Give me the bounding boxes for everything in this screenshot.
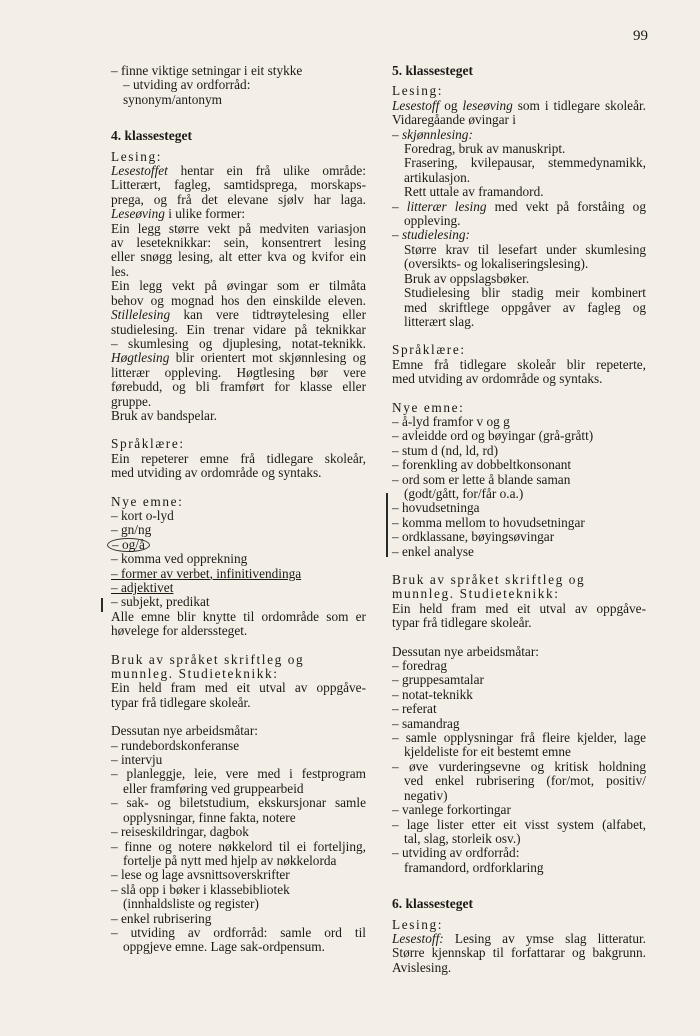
s5-arb-item: – notat-teknikk bbox=[392, 686, 473, 702]
s5-sprak-block bbox=[392, 343, 646, 386]
s4-nye-line: – og/å bbox=[107, 538, 150, 552]
s4-sprak-block bbox=[111, 437, 366, 480]
s4-nye-line: – subjekt, predikat bbox=[111, 594, 210, 610]
s4-nye-line: høvelege for alderssteget. bbox=[111, 623, 248, 639]
s4-lesing-line-text: kan vere tidtrøytelesing eller bbox=[170, 307, 366, 323]
s5-arb-item: – utviding av ordforråd: bbox=[392, 845, 520, 861]
s4-lesing-line-text: blir orientert mot skjønnlesing og bbox=[169, 350, 366, 366]
s5-arb-item: – foredrag bbox=[392, 658, 448, 674]
s5-arb-item: – øve vurderingsevne og kritisk holdning bbox=[392, 758, 646, 774]
s4-arb-item: oppgjeve emne. Lage sak-ordpensum. bbox=[123, 939, 325, 955]
s4-lesing-line bbox=[111, 351, 366, 365]
s5-lesing-line bbox=[392, 185, 646, 199]
s4-lesing-line-em: Stillelesing bbox=[111, 307, 171, 323]
s5-lesing-line bbox=[392, 257, 646, 271]
s5-lesing-line bbox=[392, 214, 646, 228]
s4-nye-line: Alle emne blir knytte til ordområde som er bbox=[111, 608, 366, 624]
s5-lesing-line bbox=[392, 228, 646, 242]
s4-lesing-line bbox=[111, 294, 366, 308]
s5-lesing-line-em: – skjønnlesing: bbox=[392, 126, 473, 142]
intro-line: – utviding av ordforråd: bbox=[123, 77, 251, 93]
s4-arb-item: – planleggje, leie, vere med i festprogram bbox=[111, 766, 366, 782]
s5-lesing-line-text: (oversikts- og lokaliseringslesing). bbox=[404, 256, 589, 272]
s6-lesing-line bbox=[392, 946, 646, 960]
s4-lesing-block bbox=[111, 150, 366, 424]
s5-lesing-line bbox=[392, 301, 646, 315]
s5-lesing-line-text: Frasering, kvilepausar, stemmedynamikk, bbox=[404, 155, 646, 171]
s6-lesing-line-text: Større kjennskap til forfattarar og bakgrunn. bbox=[392, 945, 646, 961]
intro-list bbox=[111, 64, 366, 107]
s4-bruk-label: munnleg. Studieteknikk: bbox=[111, 666, 279, 682]
section-title-6: 6. klassesteget bbox=[392, 896, 473, 912]
s4-sprak-line: med utviding av ordområde og syntaks. bbox=[111, 465, 322, 481]
s4-lesing-line-text: Litterært, fagleg, samtidsprega, morskaps- bbox=[111, 177, 366, 193]
s5-arb-item: – samle opplysningar frå fleire kjelder, lage bbox=[392, 730, 646, 746]
s4-arb-item: (innhaldsliste og register) bbox=[123, 896, 259, 912]
s5-lesing-line-text: artikulasjon. bbox=[404, 169, 471, 185]
s4-nye-line: – adjektivet bbox=[111, 580, 174, 595]
s5-sprak-label: Språklære: bbox=[392, 342, 466, 358]
s5-nye-label: Nye emne: bbox=[392, 399, 465, 415]
s5-arb-item: ved enkel rubrisering (for/mot, positiv/ bbox=[404, 773, 646, 789]
s4-lesing-line bbox=[111, 380, 366, 394]
s4-arb-block bbox=[111, 724, 366, 955]
s6-lesing-label: Lesing: bbox=[392, 916, 444, 932]
s4-lesing-line bbox=[111, 193, 366, 207]
s5-bruk-block bbox=[392, 573, 646, 631]
s4-lesing-line-text: Ein legg vekt på øvingar som er tilmåta bbox=[111, 278, 366, 294]
s4-arb-item: opplysningar, finne fakta, notere bbox=[123, 809, 296, 825]
s5-lesing-line-em2: leseøving bbox=[462, 97, 513, 113]
s5-lesing-line bbox=[392, 113, 646, 127]
s5-arb-label: Dessutan nye arbeidsmåtar: bbox=[392, 643, 539, 659]
s5-lesing-line bbox=[392, 286, 646, 300]
s4-lesing-line bbox=[111, 222, 366, 236]
s5-lesing-line-text: med skriftlege oppgåver av fagleg og bbox=[404, 299, 646, 315]
s5-arb-item: – vanlege forkortingar bbox=[392, 802, 511, 818]
s4-lesing-line bbox=[111, 236, 366, 250]
s5-nye-item: – stum d (nd, ld, rd) bbox=[392, 442, 498, 458]
s4-nye-line: – gn/ng bbox=[111, 522, 152, 538]
s4-lesing-line-text: studielesing. Ein trenar vidare på teknikkar bbox=[111, 321, 366, 337]
s4-lesing-line-text: eller snøgg lesing, alt etter kva og kvifor ein bbox=[111, 249, 366, 265]
s5-nye-item: – komma mellom to hovudsetningar bbox=[392, 514, 585, 530]
s5-sprak-line: med utviding av ordområde og syntaks. bbox=[392, 371, 603, 387]
s4-bruk-line: typar frå tidlegare skoleår. bbox=[111, 694, 251, 710]
s4-sprak-line: Ein repeterer emne frå tidlegare skoleår, bbox=[111, 450, 366, 466]
s4-lesing-line bbox=[111, 366, 366, 380]
s5-lesing-line-mid: og bbox=[439, 97, 463, 113]
s5-lesing-line bbox=[392, 272, 646, 286]
left-column bbox=[111, 64, 366, 969]
s4-bruk-label: Bruk av språket skriftleg og bbox=[111, 651, 305, 667]
s5-lesing-line-text: oppleving. bbox=[404, 213, 461, 229]
s4-bruk-line: Ein held fram med eit utval av oppgåve- bbox=[111, 680, 366, 696]
s5-lesing-label: Lesing: bbox=[392, 83, 444, 99]
s4-arb-item: – enkel rubrisering bbox=[111, 910, 212, 926]
s4-lesing-line-text: gruppe. bbox=[111, 393, 152, 409]
section-title-4: 4. klassesteget bbox=[111, 128, 192, 144]
margin-annotation-bar bbox=[386, 493, 388, 557]
s4-lesing-line-text: førebudd, og bli framført for klasse eller bbox=[111, 379, 366, 395]
s5-bruk-line: typar frå tidlegare skoleår. bbox=[392, 615, 532, 631]
s5-arb-item: tal, slag, storleik osv.) bbox=[404, 830, 521, 846]
s4-arb-item: – rundebordskonferanse bbox=[111, 737, 240, 753]
s4-lesing-line-text: Ein legg større vekt på medviten variasjon bbox=[111, 220, 366, 236]
s5-lesing-line bbox=[392, 200, 646, 214]
s5-nye-item: – forenkling av dobbeltkonsonant bbox=[392, 457, 572, 473]
s5-nye-item: – avleidde ord og bøyingar (grå-grått) bbox=[392, 428, 594, 444]
s4-lesing-line bbox=[111, 207, 366, 221]
s4-arb-item: – intervju bbox=[111, 752, 163, 768]
s4-lesing-line bbox=[111, 250, 366, 264]
s6-lesing-line bbox=[392, 932, 646, 946]
s5-lesing-line-text: Studielesing blir stadig meir kombinert bbox=[404, 285, 646, 301]
right-column bbox=[392, 64, 646, 989]
s5-bruk-label: munnleg. Studieteknikk: bbox=[392, 586, 560, 602]
s4-nye-label: Nye emne: bbox=[111, 493, 184, 509]
s5-bruk-line: Ein held fram med eit utval av oppgåve- bbox=[392, 600, 646, 616]
page-number: 99 bbox=[633, 28, 648, 44]
s5-nye-item: – ord som er lette å blande saman bbox=[392, 471, 571, 487]
s4-lesing-line bbox=[111, 279, 366, 293]
s5-lesing-line-text: med vekt på forståing og bbox=[486, 198, 646, 214]
s4-lesing-line bbox=[111, 323, 366, 337]
s4-lesing-line-em: Lesestoffet bbox=[111, 163, 168, 179]
s4-lesing-line-text: behov og mognad hos den einskilde eleven. bbox=[111, 292, 366, 308]
s4-lesing-line bbox=[111, 395, 366, 409]
s5-nye-block bbox=[392, 401, 646, 559]
s5-sprak-line: Emne frå tidlegare skoleår blir repeterte, bbox=[392, 356, 646, 372]
s4-lesing-line-text: prega, og frå det elevane sjølv har laga. bbox=[111, 191, 366, 207]
intro-line: synonym/antonym bbox=[123, 91, 222, 107]
s5-nye-item: – ordklassane, bøyingsøvingar bbox=[392, 529, 555, 545]
s4-bruk-block bbox=[111, 653, 366, 711]
s5-arb-item: – gruppesamtalar bbox=[392, 672, 484, 688]
s4-lesing-line bbox=[111, 409, 366, 423]
s4-lesing-line bbox=[111, 308, 366, 322]
s6-lesing-line-text: Lesing av ymse slag litteratur. bbox=[443, 930, 646, 946]
s4-nye-line: – komma ved opprekning bbox=[111, 551, 248, 567]
s4-arb-item: fortelje på nytt med hjelp av nøkkelorda bbox=[123, 852, 337, 868]
s5-lesing-line bbox=[392, 156, 646, 170]
s5-lesing-line-text: litterært slag. bbox=[404, 313, 475, 329]
s5-lesing-line-em: Lesestoff bbox=[392, 97, 440, 113]
s5-lesing-line-text: Rett uttale av framandord. bbox=[404, 184, 544, 200]
s4-arb-item: – slå opp i bøker i klassebibliotek bbox=[111, 881, 290, 897]
s4-nye-block bbox=[111, 495, 366, 639]
margin-annotation-mark bbox=[101, 598, 103, 612]
intro-line: – finne viktige setningar i eit stykke bbox=[111, 63, 303, 78]
s5-arb-item: – lage lister etter eit visst system (alfabet, bbox=[392, 816, 646, 832]
s4-lesing-line-text: i ulike former: bbox=[164, 206, 246, 222]
s4-lesing-line-em: Leseøving bbox=[111, 206, 165, 222]
s5-nye-item: – enkel analyse bbox=[392, 543, 474, 559]
s4-lesing-label: Lesing: bbox=[111, 148, 163, 164]
s6-lesing-block bbox=[392, 918, 646, 976]
s4-arb-item: eller framføring ved gruppearbeid bbox=[123, 780, 304, 796]
s5-arb-item: framandord, ordforklaring bbox=[404, 859, 544, 875]
s5-lesing-line-text: Større krav til lesefart under skumlesing bbox=[404, 241, 646, 257]
s4-lesing-line-text: av leseteknikkar: sein, konsentrert lesing bbox=[111, 235, 366, 251]
s5-lesing-block bbox=[392, 84, 646, 329]
s5-lesing-line bbox=[392, 171, 646, 185]
s4-lesing-line-text: litterær oppleving. Høgtlesing bør vere bbox=[111, 364, 366, 380]
s5-arb-item: – samandrag bbox=[392, 715, 460, 731]
s5-lesing-line bbox=[392, 243, 646, 257]
s4-arb-item: – sak- og biletstudium, ekskursjonar samle bbox=[111, 795, 366, 811]
s4-lesing-line-text: Bruk av bandspelar. bbox=[111, 407, 217, 423]
s5-lesing-line-text: Bruk av oppslagsbøker. bbox=[404, 270, 530, 286]
s6-lesing-line-text: Avislesing. bbox=[392, 959, 452, 975]
s6-lesing-line-em: Lesestoff: bbox=[392, 930, 444, 946]
s5-arb-item: negativ) bbox=[404, 787, 448, 803]
s4-sprak-label: Språklære: bbox=[111, 436, 185, 452]
s5-lesing-line bbox=[392, 315, 646, 329]
s5-lesing-line bbox=[392, 99, 646, 113]
s5-lesing-line bbox=[392, 142, 646, 156]
s5-arb-item: kjeldeliste for eit bestemt emne bbox=[404, 744, 571, 760]
s5-arb-block bbox=[392, 645, 646, 876]
s5-lesing-line-text: som i tidlegare skoleår. bbox=[512, 97, 646, 113]
s4-lesing-line bbox=[111, 337, 366, 351]
s5-arb-item: – referat bbox=[392, 701, 437, 717]
s4-lesing-line bbox=[111, 265, 366, 279]
s5-lesing-line-text: Foredrag, bruk av manuskript. bbox=[404, 141, 566, 157]
s4-arb-item: – finne og notere nøkkelord til ei forteljing, bbox=[111, 838, 366, 854]
s5-nye-item: (godt/gått, for/får o.a.) bbox=[404, 485, 524, 501]
s4-lesing-line-em: Høgtlesing bbox=[111, 350, 170, 366]
s4-nye-line: – kort o-lyd bbox=[111, 507, 174, 523]
s5-lesing-line-em: – studielesing: bbox=[392, 227, 470, 243]
s4-lesing-line bbox=[111, 178, 366, 192]
s5-lesing-line-text: Vidaregåande øvingar i bbox=[392, 112, 516, 128]
s4-nye-line: – former av verbet, infinitivendinga bbox=[111, 565, 302, 581]
s5-lesing-line-em: – litterær lesing bbox=[392, 198, 487, 214]
s5-lesing-line bbox=[392, 128, 646, 142]
s4-arb-item: – lese og lage avsnittsoverskrifter bbox=[111, 867, 290, 883]
s5-nye-item: – hovudsetninga bbox=[392, 500, 480, 516]
s4-arb-item: – reiseskildringar, dagbok bbox=[111, 824, 249, 840]
s4-lesing-line bbox=[111, 164, 366, 178]
s4-lesing-line-text: hentar ein frå ulike område: bbox=[167, 163, 366, 179]
s4-arb-item: – utviding av ordforråd: samle ord til bbox=[111, 924, 366, 940]
s5-nye-item: – å-lyd framfor v og g bbox=[392, 413, 510, 429]
s4-lesing-line-text: – skumlesing og djuplesing, notat-teknikk. bbox=[111, 335, 366, 351]
s5-bruk-label: Bruk av språket skriftleg og bbox=[392, 572, 586, 587]
s4-lesing-line-text: les. bbox=[111, 263, 130, 279]
s4-arb-label: Dessutan nye arbeidsmåtar: bbox=[111, 723, 258, 739]
section-title-5: 5. klassesteget bbox=[392, 63, 473, 78]
s6-lesing-line bbox=[392, 961, 646, 975]
